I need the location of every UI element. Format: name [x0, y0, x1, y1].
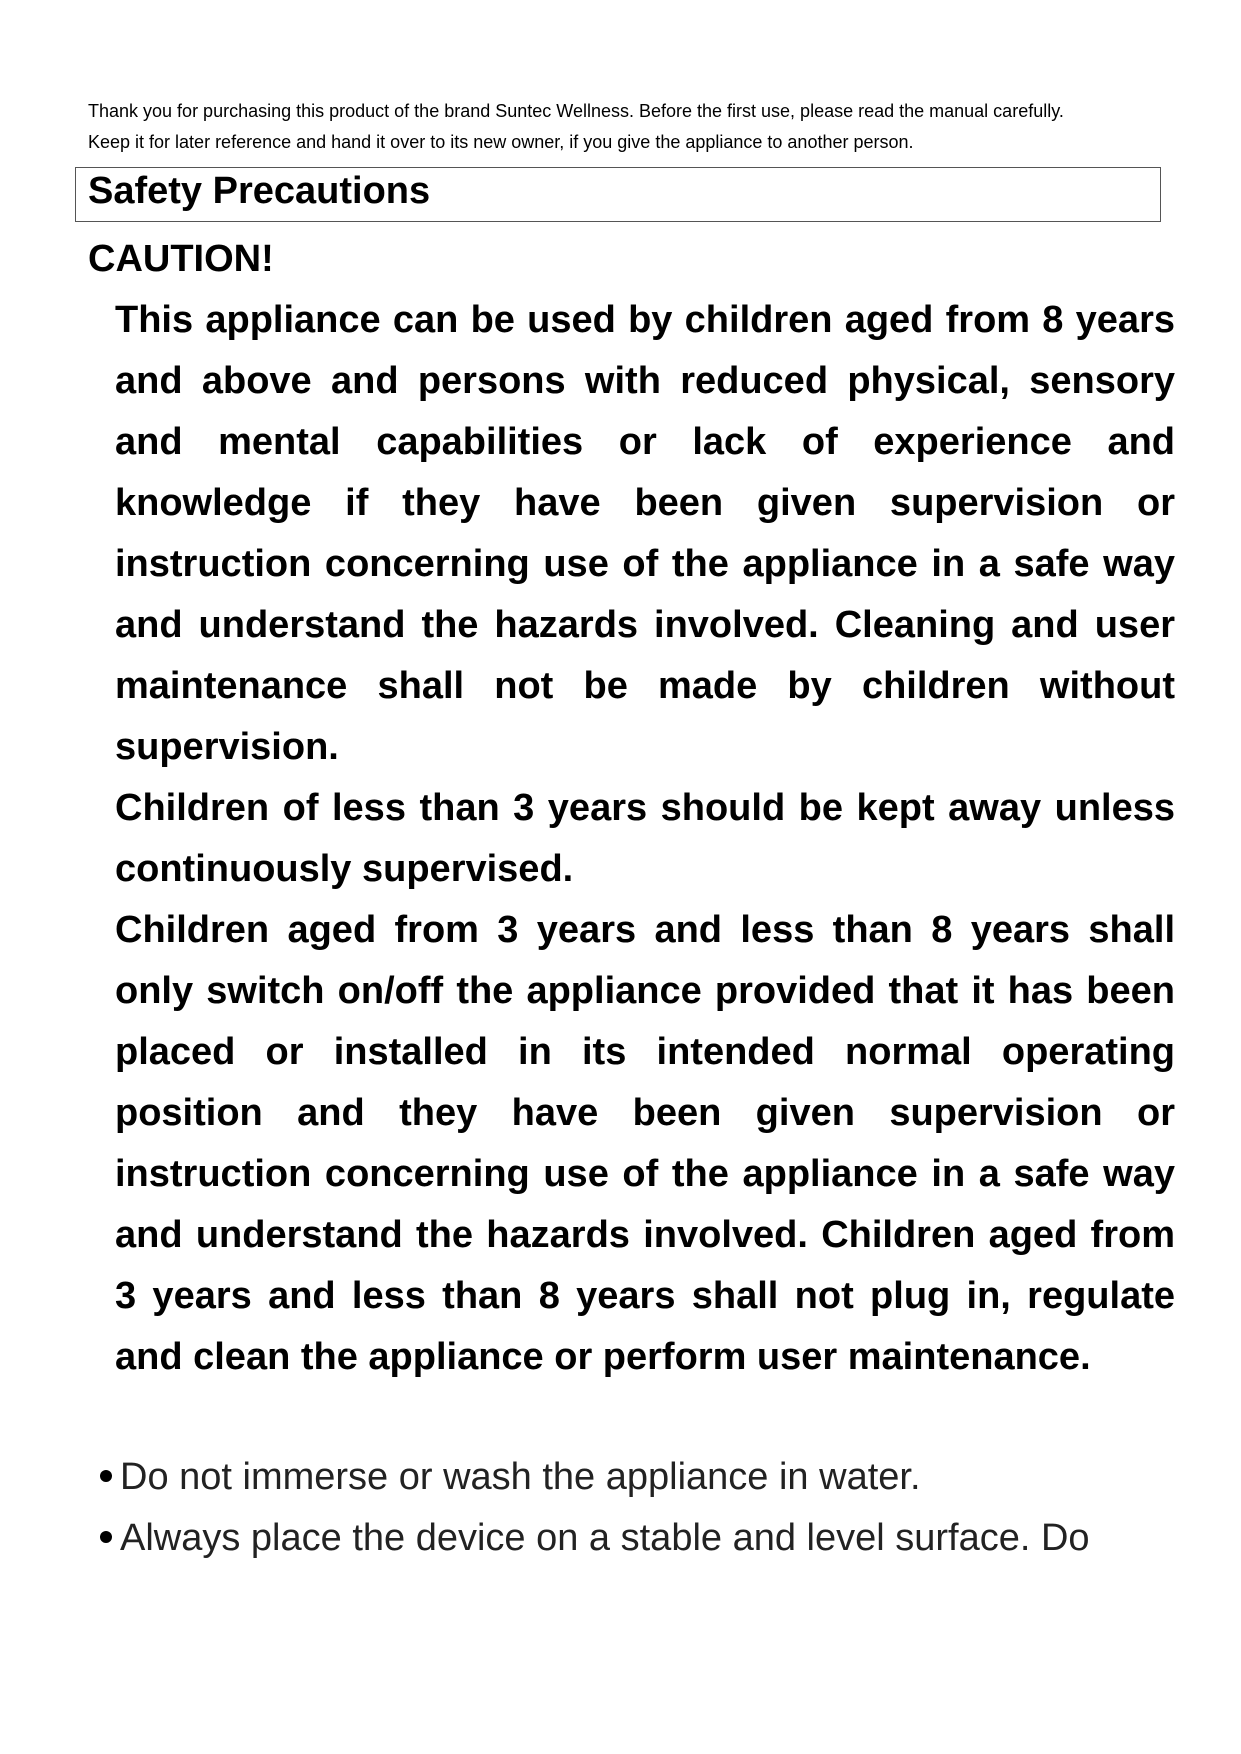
section-title: Safety Precautions — [88, 170, 431, 212]
bullet-icon — [100, 1531, 112, 1543]
intro-text — [88, 96, 1198, 158]
safety-bullet-list — [100, 1447, 1090, 1569]
caution-text — [115, 290, 1175, 1388]
intro-line-1: Thank you for purchasing this product of the brand Suntec Wellness. Before the first use, please read the manual carefully. — [88, 101, 1064, 121]
list-item — [100, 1447, 1090, 1508]
intro-line-2: Keep it for later reference and hand it over to its new owner, if you give the appliance to another person. — [88, 132, 914, 152]
list-item — [100, 1508, 1090, 1569]
bullet-icon — [100, 1470, 112, 1482]
caution-paragraph: Children of less than 3 years should be kept away unless continuously supervised. — [115, 787, 1175, 890]
bullet-text: Do not immerse or wash the appliance in water. — [120, 1456, 921, 1498]
section-header-box — [75, 167, 1161, 222]
caution-heading: CAUTION! — [88, 238, 274, 280]
caution-paragraph: Children aged from 3 years and less than 8 years shall only switch on/off the appliance provided that it has been placed or installed in its intended normal operating position and they have been given supervision or instruction concerning use of the appliance in a safe way and understand the hazards involved. Children aged from 3 years and less than 8 years shall not plug in, regulate and clean the appliance or perform user maintenance. — [115, 909, 1175, 1378]
caution-paragraph: This appliance can be used by children aged from 8 years and above and persons with reduced physical, sensory and mental capabilities or lack of experience and knowledge if they have been given supervision or instruction concerning use of the appliance in a safe way and understand the hazards involved. Cleaning and user maintenance shall not be made by children without supervision. — [115, 299, 1175, 768]
bullet-text: Always place the device on a stable and level surface. Do — [120, 1517, 1090, 1559]
